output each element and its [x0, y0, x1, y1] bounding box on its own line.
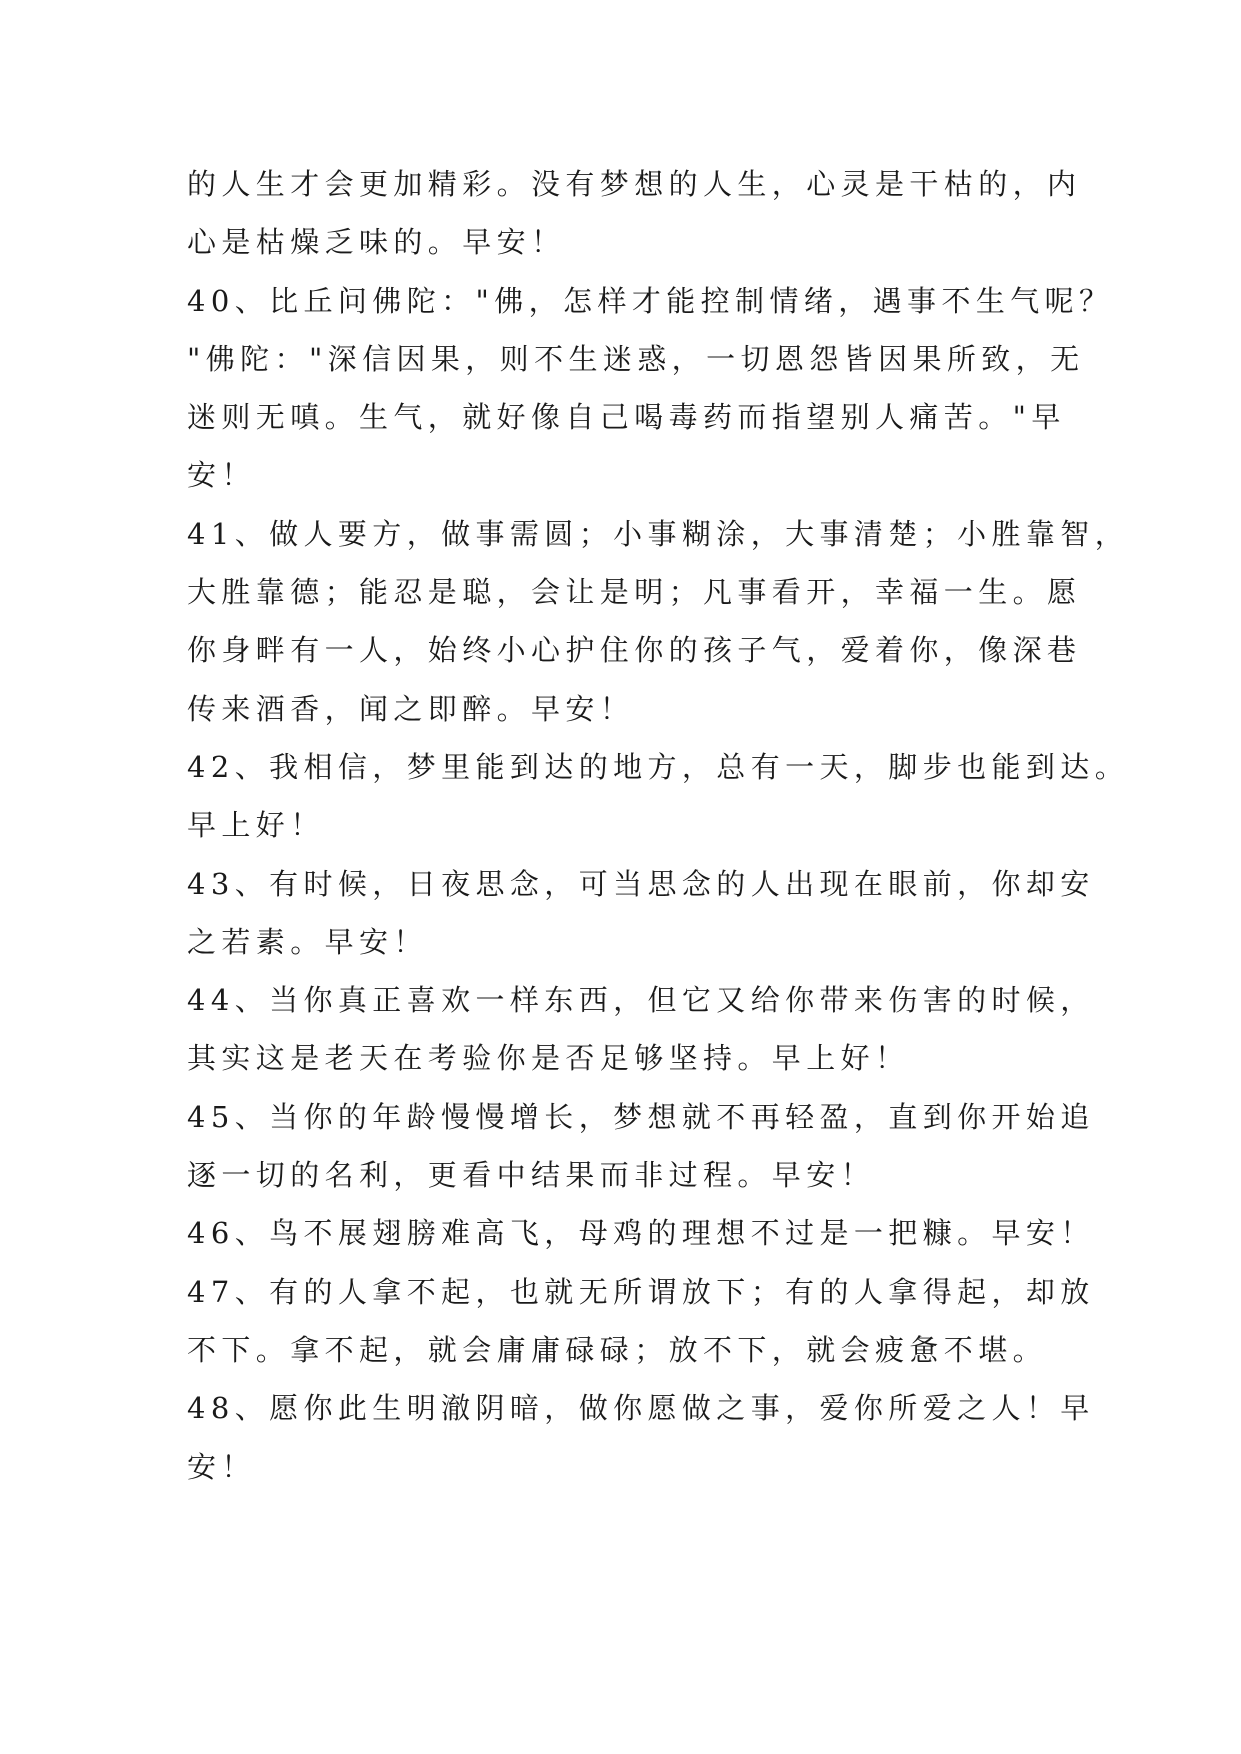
text-line: 心是枯燥乏味的。早安！: [187, 225, 566, 260]
text-line: 传来酒香，闻之即醉。早安！: [187, 691, 635, 726]
document-body: [187, 155, 1130, 1496]
text-line: 其实这是老天在考验你是否足够坚持。早上好！: [187, 1041, 910, 1076]
text-line: 迷则无嗔。生气，就好像自己喝毒药而指望别人痛苦。"早: [187, 400, 1066, 435]
text-line: 40、比丘问佛陀："佛，怎样才能控制情绪，遇事不生气呢？: [187, 283, 1114, 318]
text-line: 安！: [187, 458, 256, 493]
text-line: "佛陀："深信因果，则不生迷惑，一切恩怨皆因果所致，无: [187, 341, 1085, 376]
text-line: 45、当你的年龄慢慢增长，梦想就不再轻盈，直到你开始追: [187, 1099, 1095, 1134]
text-line: 大胜靠德；能忍是聪，会让是明；凡事看开，幸福一生。愿: [187, 575, 1082, 610]
text-line: 41、做人要方，做事需圆；小事糊涂，大事清楚；小胜靠智，: [187, 516, 1130, 551]
text-line: 的人生才会更加精彩。没有梦想的人生，心灵是干枯的，内: [187, 167, 1082, 201]
text-line: 安！: [187, 1449, 256, 1484]
text-line: 43、有时候，日夜思念，可当思念的人出现在眼前，你却安: [187, 866, 1095, 901]
text-line: 不下。拿不起，就会庸庸碌碌；放不下，就会疲惫不堪。: [187, 1332, 1048, 1367]
text-line: 之若素。早安！: [187, 924, 428, 959]
text-line: 你身畔有一人，始终小心护住你的孩子气，爱着你，像深巷: [187, 633, 1082, 668]
text-line: 46、鸟不展翅膀难高飞，母鸡的理想不过是一把糠。早安！: [187, 1216, 1095, 1251]
text-line: 42、我相信，梦里能到达的地方，总有一天，脚步也能到达。: [187, 749, 1130, 784]
text-line: 早上好！: [187, 808, 325, 843]
text-line: 48、愿你此生明澈阴暗，做你愿做之事，爱你所爱之人！早: [187, 1391, 1095, 1426]
text-line: 47、有的人拿不起，也就无所谓放下；有的人拿得起，却放: [187, 1274, 1095, 1309]
text-line: 逐一切的名利，更看中结果而非过程。早安！: [187, 1158, 876, 1193]
text-line: 44、当你真正喜欢一样东西，但它又给你带来伤害的时候，: [187, 983, 1095, 1018]
